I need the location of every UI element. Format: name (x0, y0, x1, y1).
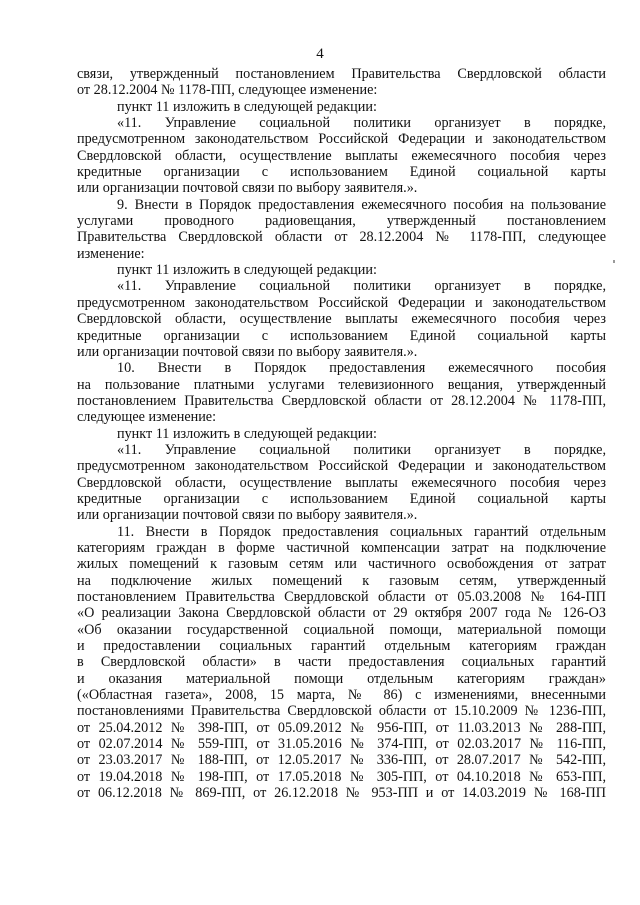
text-line: «О реализации Закона Свердловской области от 29 октября 2007 года № 126-ОЗ (77, 605, 606, 622)
text-line: пункт 11 изложить в следующей редакции: (117, 425, 377, 442)
text-line: следующее изменение: (77, 409, 217, 426)
text-line: кредитные организации с использованием Единой социальной карты (77, 490, 606, 507)
text-line: («Областная газета», 2008, 15 марта, № 86) с изменениями, внесенными (77, 687, 606, 704)
text-line: или организации почтовой связи по выбору заявителя.». (77, 507, 418, 524)
text-line: Свердловской области, осуществление выплаты ежемесячного пособия через (77, 311, 606, 328)
text-line: категориям граждан в форме частичной компенсации затрат на подключение (77, 539, 606, 556)
text-line: от 06.12.2018 № 869-ПП, от 26.12.2018 № 953-ПП и от 14.03.2019 № 168-ПП (77, 785, 606, 802)
text-line: постановлением Правительства Свердловской области от 05.03.2008 № 164-ПП (77, 589, 606, 605)
text-line: предусмотренном законодательством Российской Федерации и законодательством (77, 458, 606, 475)
text-line: от 19.04.2018 № 198-ПП, от 17.05.2018 № 305-ПП, от 04.10.2018 № 653-ПП, (77, 768, 606, 785)
text-line: в Свердловской области» в части предоставления социальных гарантий (77, 654, 606, 671)
document-body (77, 66, 606, 801)
text-line: связи, утвержденный постановлением Правительства Свердловской области (77, 66, 606, 82)
page-number: 4 (316, 46, 324, 62)
text-line: жилых помещений к газовым сетям или частичного освобождения от затрат (77, 556, 606, 573)
text-line: «11. Управление социальной политики организует в порядке, (117, 278, 606, 295)
text-line: услугами проводного радиовещания, утвержденный постановлением (77, 213, 606, 230)
text-line: «Об оказании государственной социальной помощи, материальной помощи (77, 621, 606, 638)
text-line: пункт 11 изложить в следующей редакции: (117, 98, 377, 115)
text-line: изменение: (77, 245, 145, 262)
text-line: от 02.07.2014 № 559-ПП, от 31.05.2016 № 374-ПП, от 02.03.2017 № 116-ПП, (77, 736, 606, 753)
text-line: предусмотренном законодательством Российской Федерации и законодательством (77, 131, 606, 148)
text-line: 9. Внести в Порядок предоставления ежемесячного пособия на пользование (117, 196, 606, 213)
text-line: «11. Управление социальной политики организует в порядке, (117, 441, 606, 458)
text-line: на подключение жилых помещений к газовым сетям, утвержденный (77, 572, 606, 589)
margin-mark (613, 260, 615, 263)
text-line: постановлениями Правительства Свердловской области от 15.10.2009 № 1236-ПП, (77, 703, 606, 720)
text-line: и оказания материальной помощи отдельным категориям граждан» (77, 670, 606, 687)
text-line: от 28.12.2004 № 1178-ПП, следующее изменение: (77, 82, 378, 99)
text-line: кредитные организации с использованием Единой социальной карты (77, 164, 606, 181)
text-line: или организации почтовой связи по выбору заявителя.». (77, 180, 418, 197)
text-line: постановлением Правительства Свердловской области от 28.12.2004 № 1178-ПП, (77, 392, 606, 409)
text-line: от 23.03.2017 № 188-ПП, от 12.05.2017 № 336-ПП, от 28.07.2017 № 542-ПП, (77, 752, 606, 769)
text-line: от 25.04.2012 № 398-ПП, от 05.09.2012 № 956-ПП, от 11.03.2013 № 288-ПП, (77, 719, 606, 736)
text-line: Свердловской области, осуществление выплаты ежемесячного пособия через (77, 147, 606, 164)
text-line: кредитные организации с использованием Единой социальной карты (77, 327, 606, 344)
text-line: или организации почтовой связи по выбору заявителя.». (77, 343, 418, 360)
text-line: на пользование платными услугами телевизионного вещания, утвержденный (77, 376, 606, 393)
text-line: пункт 11 изложить в следующей редакции: (117, 262, 377, 279)
text-line: предусмотренном законодательством Российской Федерации и законодательством (77, 294, 606, 311)
text-line: 11. Внести в Порядок предоставления социальных гарантий отдельным (117, 523, 606, 540)
text-line: и предоставлении социальных гарантий отдельным категориям граждан (77, 638, 606, 655)
text-line: «11. Управление социальной политики организует в порядке, (117, 115, 606, 132)
text-line: 10. Внести в Порядок предоставления ежемесячного пособия (117, 360, 606, 377)
text-line: Свердловской области, осуществление выплаты ежемесячного пособия через (77, 474, 606, 491)
text-line: Правительства Свердловской области от 28.12.2004 № 1178-ПП, следующее (77, 229, 606, 246)
